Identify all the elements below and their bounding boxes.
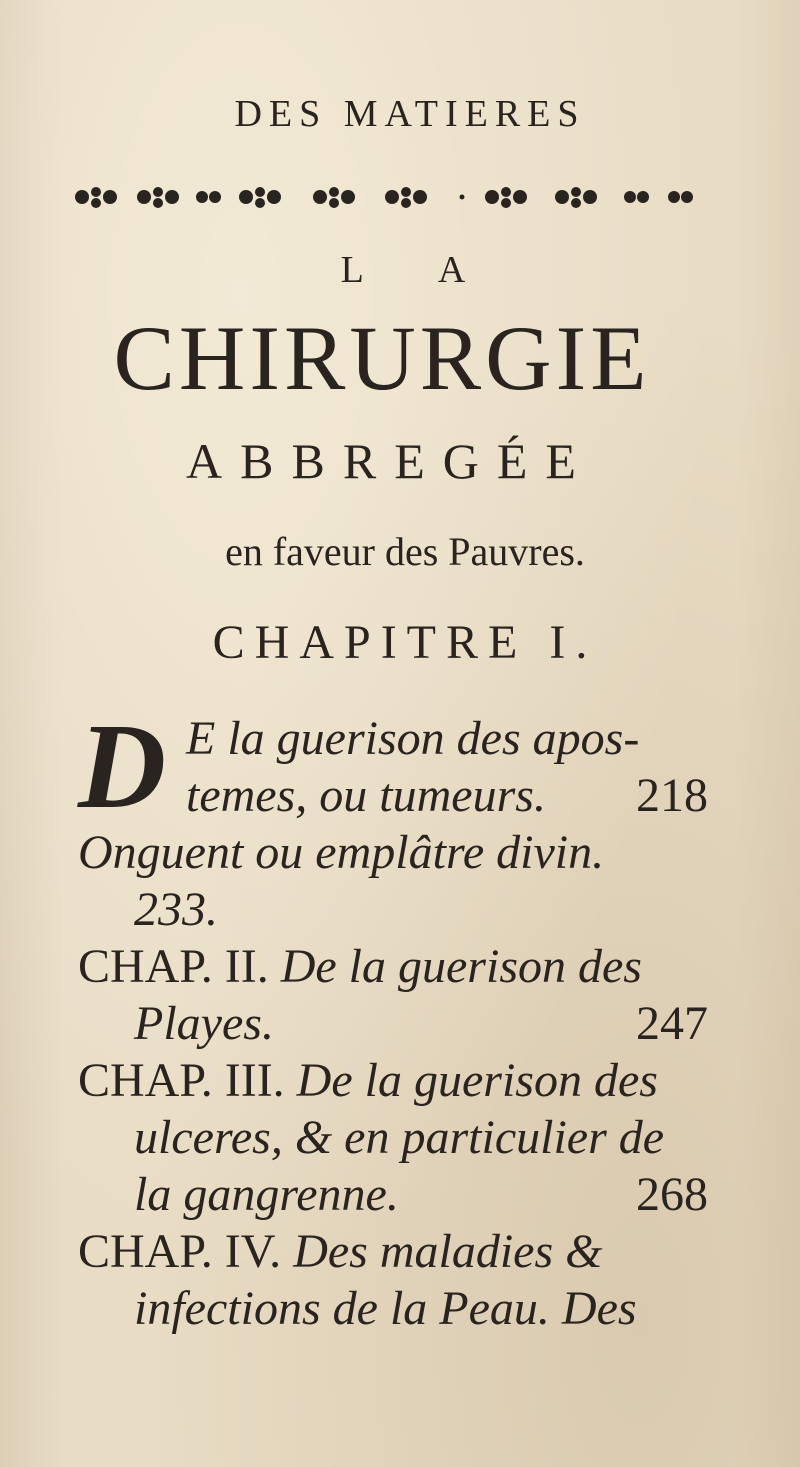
toc-entry-text: ulceres, & en particulier de <box>134 1111 665 1164</box>
fleuron-7 <box>460 195 465 200</box>
chapter-label: CHAP. IV. <box>78 1225 282 1278</box>
fleuron-6 <box>385 187 427 208</box>
title-sub: ABBREGÉE <box>186 433 594 489</box>
toc-entry-3-line2 <box>78 995 708 1052</box>
title-dedication: en faveur des Pauvres. <box>225 529 585 574</box>
page-number: 247 <box>636 997 708 1050</box>
table-of-contents <box>78 699 708 1337</box>
fleuron-11 <box>668 191 693 203</box>
title-main: CHIRURGIE <box>113 307 651 409</box>
fleuron-8 <box>485 187 527 208</box>
toc-entry-2-line2 <box>78 881 708 938</box>
toc-entry-text: Onguent ou emplâtre divin. <box>78 826 605 879</box>
fleuron-2 <box>137 187 179 208</box>
title-article: L A <box>340 249 500 291</box>
toc-entry-5-line2 <box>78 1280 708 1337</box>
chapter-label: CHAP. II. <box>78 940 269 993</box>
drop-cap: D <box>78 699 167 834</box>
page-number: 218 <box>636 769 708 822</box>
fleuron-9 <box>555 187 597 208</box>
toc-entry-text: temes, ou tumeurs. <box>186 769 546 822</box>
toc-entry-text: Des maladies & <box>293 1225 603 1278</box>
fleuron-band-icon <box>62 180 712 214</box>
toc-entry-4-line1 <box>78 1052 708 1109</box>
chapter-heading <box>0 615 800 670</box>
running-head-text: DES MATIERES <box>234 93 586 135</box>
chapter-heading-text: CHAPITRE I. <box>212 616 598 669</box>
fleuron-5 <box>313 187 355 208</box>
page-number: 268 <box>636 1168 708 1221</box>
running-head <box>0 92 800 136</box>
page-number: 233. <box>134 883 218 936</box>
toc-entry-text: Playes. <box>134 997 274 1050</box>
toc-entry-4-line2 <box>78 1109 708 1166</box>
toc-entry-3-line1 <box>78 938 708 995</box>
fleuron-4 <box>239 187 281 208</box>
fleuron-10 <box>624 191 649 203</box>
toc-entry-text: De la guerison des <box>280 940 642 993</box>
toc-entry-4-line3 <box>78 1166 708 1223</box>
toc-entry-text: la gangrenne. <box>134 1168 399 1221</box>
fleuron-3 <box>196 191 221 203</box>
chapter-label: CHAP. III. <box>78 1054 285 1107</box>
fleuron-1 <box>75 187 117 208</box>
toc-entry-5-line1 <box>78 1223 708 1280</box>
toc-entry-2-line1 <box>78 824 708 881</box>
toc-entry-1-line2 <box>78 767 708 824</box>
toc-entry-text: E la guerison des apos- <box>186 712 640 765</box>
toc-entry-text: De la guerison des <box>296 1054 658 1107</box>
toc-entry-text: infections de la Peau. Des <box>134 1282 637 1335</box>
